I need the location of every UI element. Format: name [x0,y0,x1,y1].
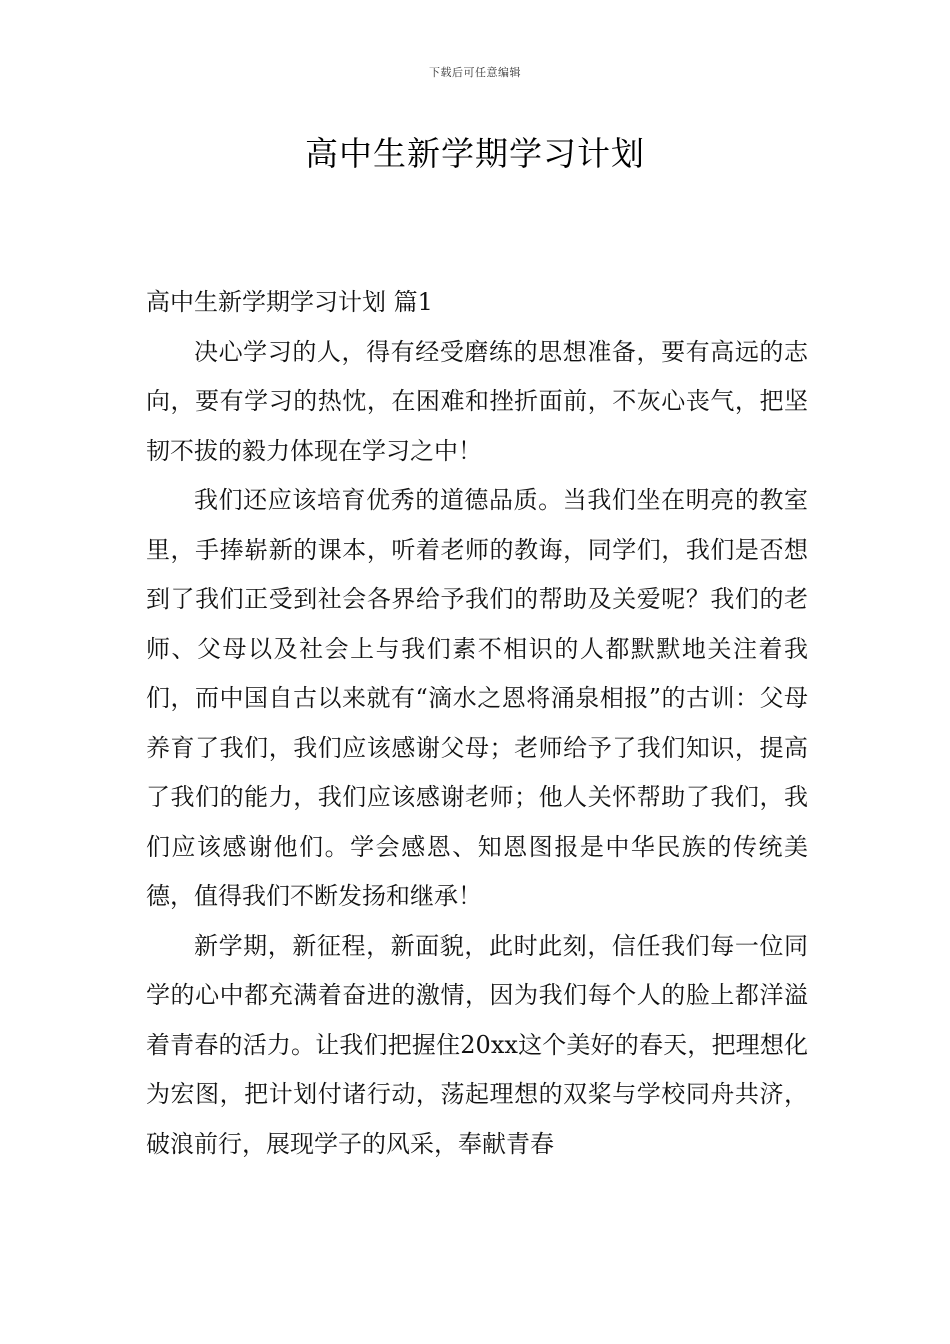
paragraph-2: 我们还应该培育优秀的道德品质。当我们坐在明亮的教室里，手捧崭新的课本，听着老师的教诲，同学们，我们是否想到了我们正受到社会各界给予我们的帮助及关爱呢？我们的老师、父母以及社会上与我们素不相识的人都默默地关注着我们，而中国自古以来就有“滴水之恩将涌泉相报”的古训：父母养育了我们，我们应该感谢父母；老师给予了我们知识，提高了我们的能力，我们应该感谢老师；他人关怀帮助了我们，我们应该感谢他们。学会感恩、知恩图报是中华民族的传统美德，值得我们不断发扬和继承！ [146,486,808,910]
paragraph-1: 决心学习的人，得有经受磨练的思想准备，要有高远的志向，要有学习的热忱，在困难和挫折面前，不灰心丧气，把坚韧不拔的毅力体现在学习之中！ [146,337,808,465]
section-heading: 高中生新学期学习计划 篇1 [146,288,433,316]
header-note: 下载后可任意编辑 [429,66,521,79]
document-body [146,278,808,1169]
document-title: 高中生新学期学习计划 [305,134,645,173]
paragraph-3: 新学期，新征程，新面貌，此时此刻，信任我们每一位同学的心中都充满着奋进的激情，因为我们每个人的脸上都洋溢着青春的活力。让我们把握住20xx这个美好的春天，把理想化为宏图，把计划付诸行动，荡起理想的双桨与学校同舟共济，破浪前行，展现学子的风采，奉献青春 [146,931,808,1158]
